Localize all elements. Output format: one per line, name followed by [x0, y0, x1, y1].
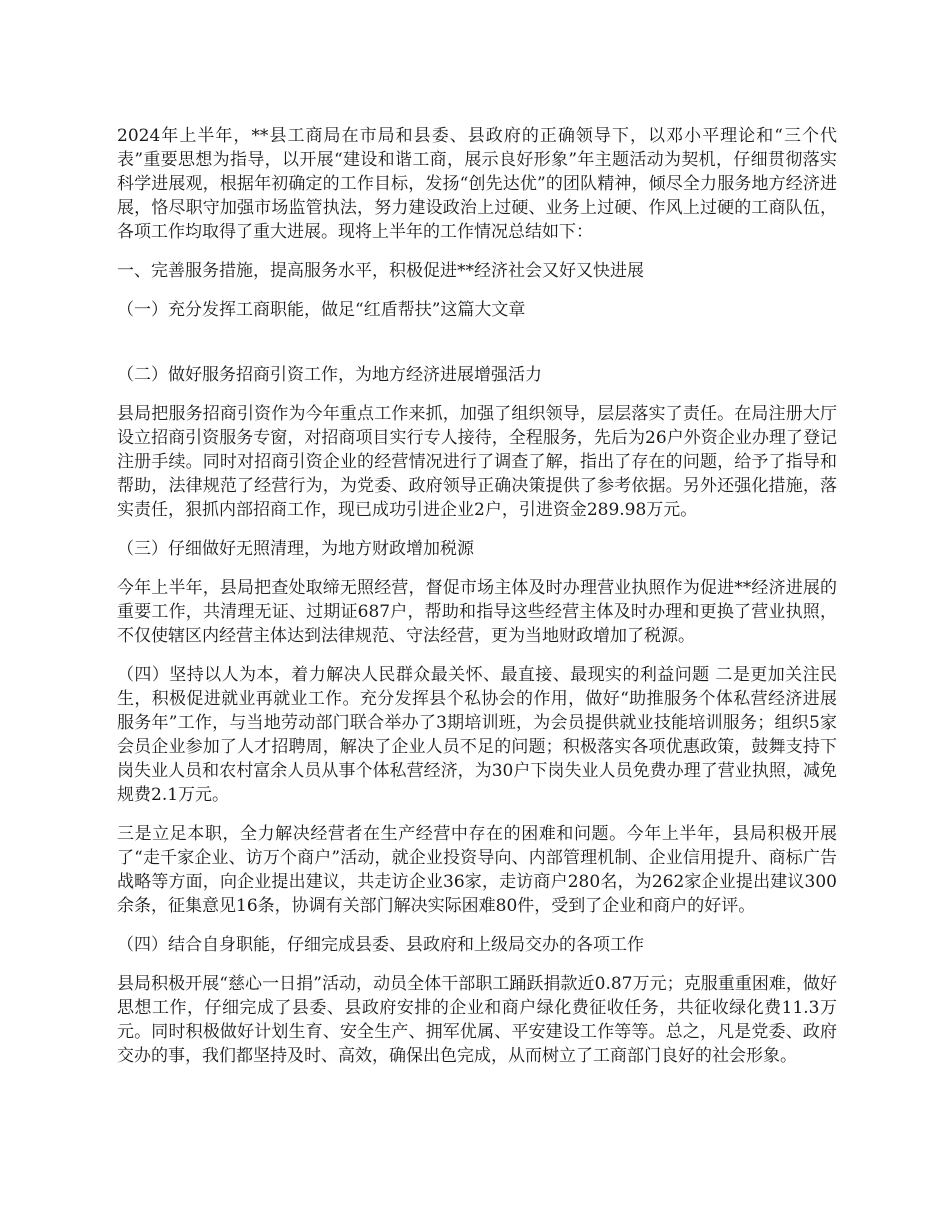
subsection-heading-3: （三）仔细做好无照清理，为地方财政增加税源: [117, 539, 474, 559]
subsection-heading-2: （二）做好服务招商引资工作，为地方经济进展增强活力: [117, 365, 542, 385]
blank-gap: [117, 337, 837, 363]
item-3-paragraph: 三是立足本职，全力解决经营者在生产经营中存在的困难和问题。今年上半年，县局积极开展了“走千家企业、访万个商户”活动，就企业投资导向、内部管理机制、企业信用提升、商标广告战略等方面，向企业提出建议，共走访企业36家，走访商户280名，为262家企业提出建议300余条，征集意见16条，协调有关部门解决实际困难80件，受到了企业和商户的好评。: [117, 824, 837, 916]
subsection-2-paragraph: 县局把服务招商引资作为今年重点工作来抓，加强了组织领导，层层落实了责任。在局注册大厅设立招商引资服务专窗，对招商项目实行专人接待，全程服务，先后为26户外资企业办理了登记注册手续。同时对招商引资企业的经营情况进行了调查了解，指出了存在的问题，给予了指导和帮助，法律规范了经营行为，为党委、政府领导正确决策提供了参考依据。另外还强化措施，落实责任，狠抓内部招商工作，现已成功引进企业2户，引进资金289.98万元。: [117, 404, 837, 520]
subsection-heading-1: （一）充分发挥工商职能，做足“红盾帮扶”这篇大文章: [117, 300, 526, 320]
subsection-5-paragraph: 县局积极开展“慈心一日捐”活动，动员全体干部职工踊跃捐款近0.87万元；克服重重困难，做好思想工作，仔细完成了县委、县政府安排的企业和商户绿化费征收任务，共征收绿化费11.3万元。同时积极做好计划生育、安全生产、拥军优属、平安建设工作等等。总之，凡是党委、政府交办的事，我们都坚持及时、高效，确保出色完成，从而树立了工商部门良好的社会形象。: [117, 974, 837, 1066]
document-page: [117, 124, 837, 1083]
intro-paragraph: 2024年上半年，**县工商局在市局和县委、县政府的正确领导下，以邓小平理论和“三个代表”重要思想为指导，以开展“建设和谐工商，展示良好形象”年主题活动为契机，仔细贯彻落实科学进展观，根据年初确定的工作目标，发扬“创先达优”的团队精神，倾尽全力服务地方经济进展，恪尽职守加强市场监管执法，努力建设政治上过硬、业务上过硬、作风上过硬的工商队伍，各项工作均取得了重大进展。现将上半年的工作情况总结如下：: [117, 126, 837, 242]
subsection-4-paragraph: （四）坚持以人为本，着力解决人民群众最关怀、最直接、最现实的利益问题 二是更加关注民生，积极促进就业再就业工作。充分发挥县个私协会的作用，做好“助推服务个体私营经济进展服务年”工作，与当地劳动部门联合举办了3期培训班，为会员提供就业技能培训服务；组织5家会员企业参加了人才招聘周，解决了企业人员不足的问题；积极落实各项优惠政策，鼓舞支持下岗失业人员和农村富余人员从事个体私营经济，为30户下岗失业人员免费办理了营业执照，减免规费2.1万元。: [117, 665, 837, 805]
subsection-3-paragraph: 今年上半年，县局把查处取缔无照经营，督促市场主体及时办理营业执照作为促进**经济进展的重要工作，共清理无证、过期证687户，帮助和指导这些经营主体及时办理和更换了营业执照，不仅使辖区内经营主体达到法律规范、守法经营，更为当地财政增加了税源。: [117, 578, 837, 646]
subsection-heading-5: （四）结合自身职能，仔细完成县委、县政府和上级局交办的各项工作: [117, 935, 644, 955]
section-heading-1: 一、完善服务措施，提高服务水平，积极促进**经济社会又好又快进展: [117, 261, 644, 281]
